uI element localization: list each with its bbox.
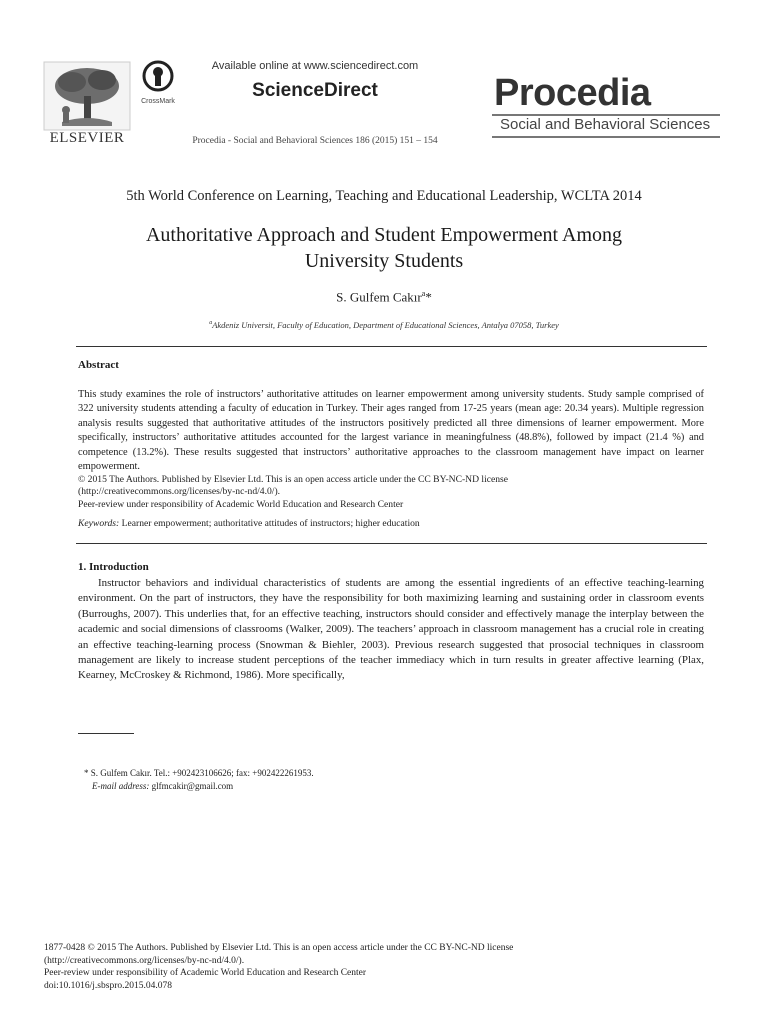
affiliation xyxy=(40,320,728,330)
author-line xyxy=(40,289,728,305)
license-link[interactable]: (http://creativecommons.org/licenses/by-nc-nd/4.0/). xyxy=(78,486,281,498)
crossmark-icon xyxy=(142,60,174,92)
footnote-rule xyxy=(78,733,134,734)
abstract-text: This study examines the role of instructors’ authoritative attitudes on learner empowerment among university students. Study sample comprised of 322 university students attending a faculty of education in Turkey. Their ages ranged from 17-25 years (mean age: 20.34 years). Multiple regression analysis results suggested that authoritative attitudes of the instructors positively predicted all three dimensions of learner empowerment. More specifically, instructors’ authoritative attitudes accounted for the largest variance in meaningfulness (48.8%), followed by impact (21.4 %) and competence (13.2%). These results suggested that instructors’ authoritative approaches to the classroom management have impact on learner empowerment. xyxy=(78,389,704,473)
affiliation-text: Akdeniz Universit, Faculty of Education, Department of Educational Sciences, Antalya 07058, Turkey xyxy=(212,320,559,330)
corresponding-mark: * xyxy=(425,289,432,305)
section-heading-introduction: 1. Introduction xyxy=(78,561,149,573)
footer-doi[interactable]: doi:10.1016/j.sbspro.2015.04.078 xyxy=(44,980,172,991)
elsevier-wordmark: ELSEVIER xyxy=(49,130,125,146)
copyright-line: © 2015 The Authors. Published by Elsevier Ltd. This is an open access article under the CC BY-NC-ND license xyxy=(78,474,509,485)
page-footer xyxy=(44,942,724,992)
sciencedirect-wordmark: ScienceDirect xyxy=(252,80,378,101)
journal-citation: Procedia - Social and Behavioral Sciences 186 (2015) 151 – 154 xyxy=(192,136,438,146)
keywords-line xyxy=(78,518,704,529)
available-online-text: Available online at www.sciencedirect.com xyxy=(211,60,419,72)
author-name: S. Gulfem Cakır xyxy=(336,289,422,305)
procedia-subtitle: Social and Behavioral Sciences xyxy=(500,116,711,133)
abstract-bottom-rule xyxy=(76,543,707,544)
peer-review-line: Peer-review under responsibility of Academic World Education and Research Center xyxy=(78,498,404,510)
brand-divider-bottom xyxy=(492,136,720,138)
procedia-wordmark: Procedia xyxy=(494,72,651,114)
abstract-license xyxy=(78,474,704,511)
abstract-heading: Abstract xyxy=(78,359,119,371)
keywords-text: Learner empowerment; authoritative attitudes of instructors; higher education xyxy=(121,518,420,529)
email-address[interactable]: glfmcakir@gmail.com xyxy=(151,781,234,791)
crossmark-label: CrossMark xyxy=(141,98,175,105)
footer-peer-review: Peer-review under responsibility of Academic World Education and Research Center xyxy=(44,968,367,979)
title-line-1: Authoritative Approach and Student Empowerment Among xyxy=(145,224,623,246)
footer-copyright: 1877-0428 © 2015 The Authors. Published by Elsevier Ltd. This is an open access article under the CC BY-NC-ND license xyxy=(44,943,514,953)
abstract-top-rule xyxy=(76,346,707,347)
paper-title xyxy=(60,222,708,274)
email-label: E-mail address: xyxy=(92,781,150,791)
conference-name: 5th World Conference on Learning, Teaching and Educational Leadership, WCLTA 2014 xyxy=(126,188,642,204)
affiliation-mark: a xyxy=(209,320,213,327)
author-affil-mark: a xyxy=(421,289,426,298)
introduction-paragraph: Instructor behaviors and individual characteristics of students are among the essential ingredients of an effective teaching-learning environment. On the part of instructors, they have the responsibility for both maximizing learning and sustaining order in classroom events (Burroughs, 2007). This underlies that, for an effective teaching, instructors should consider and effectively manage the interplay between the academic and social dimensions of classrooms (Walker, 2009). The teachers’ approach in classroom management has a crucial role in creating an effective teaching-learning process (Snowman & Biehler, 2003). Previous research suggested that prosocial techniques in classroom management are likely to increase student perceptions of the teacher immediacy which in turn results in greater affective learning (Plax, Kearney, McCroskey & Richmond, 1986). More specifically, xyxy=(78,577,704,682)
footer-license-link[interactable]: (http://creativecommons.org/licenses/by-nc-nd/4.0/). xyxy=(44,955,245,966)
keywords-label: Keywords: xyxy=(78,518,120,529)
footnote-email xyxy=(92,781,233,791)
crossmark-badge[interactable] xyxy=(138,60,178,105)
title-line-2: University Students xyxy=(304,250,464,272)
introduction-body xyxy=(78,576,704,684)
footnote-contact: * S. Gulfem Cakır. Tel.: +902423106626; fax: +902422261953. xyxy=(84,768,314,778)
